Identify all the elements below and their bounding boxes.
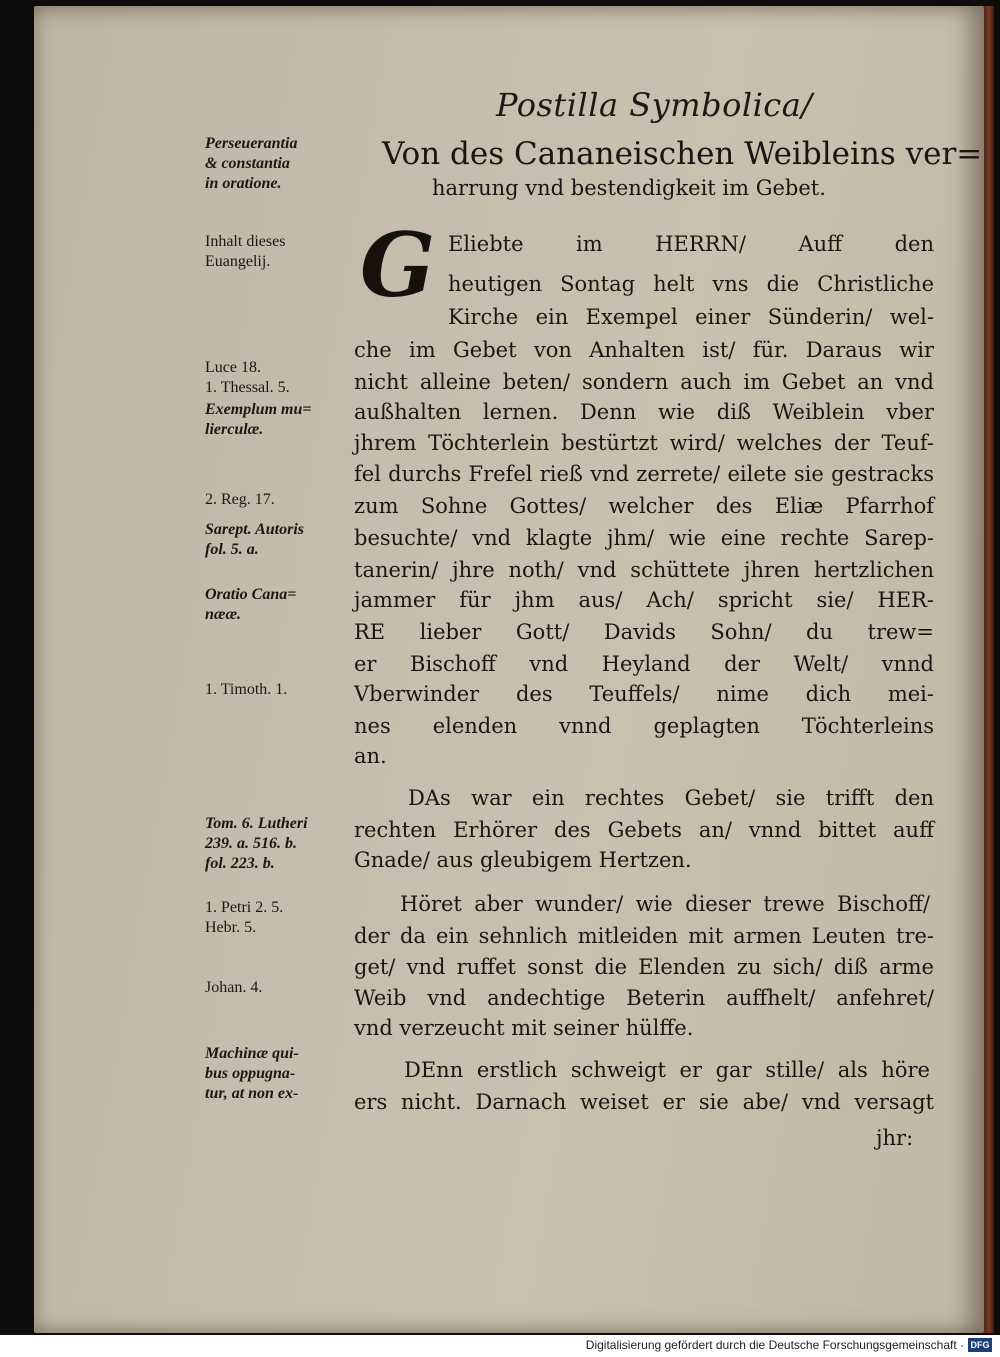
- body-line: jammer für jhm aus/ Ach/ spricht sie/ HER-: [354, 588, 934, 612]
- marginal-line: Euangelij.: [205, 253, 271, 270]
- marginal-line: Perseuerantia: [205, 135, 298, 152]
- marginal-note: [205, 1044, 350, 1104]
- marginal-line: fol. 5. a.: [205, 541, 259, 558]
- body-line: besuchte/ vnd klagte jhm/ wie eine rechte Sarep-: [354, 526, 934, 550]
- marginal-line: nææ.: [205, 606, 242, 623]
- marginal-note: [205, 814, 350, 874]
- catchword: jhr:: [876, 1126, 914, 1150]
- marginal-note: [205, 585, 350, 625]
- body-line: an.: [354, 744, 387, 768]
- marginal-note: [205, 134, 350, 194]
- running-header: Postilla Symbolica/: [496, 86, 813, 124]
- marginal-note: [205, 232, 350, 272]
- marginal-note: [205, 898, 350, 938]
- marginal-line: lierculæ.: [205, 421, 264, 438]
- marginal-line: & constantia: [205, 155, 290, 172]
- body-line: heutigen Sontag helt vns die Christliche: [448, 272, 934, 296]
- chapter-title-line-2: harrung vnd bestendigkeit im Gebet.: [432, 176, 826, 200]
- marginal-line: Hebr. 5.: [205, 919, 257, 936]
- marginal-line: Johan. 4.: [205, 979, 263, 996]
- marginal-line: Tom. 6. Lutheri: [205, 815, 308, 832]
- marginal-line: fol. 223. b.: [205, 855, 275, 872]
- body-line: RE lieber Gott/ Davids Sohn/ du trew=: [354, 620, 934, 644]
- marginal-line: Machinæ qui-: [205, 1045, 299, 1062]
- marginal-note: [205, 680, 350, 700]
- drop-cap: G: [360, 213, 436, 317]
- marginal-line: Inhalt dieses: [205, 233, 286, 250]
- marginal-line: Sarept. Autoris: [205, 521, 304, 538]
- body-line: jhrem Töchterlein bestürtzt wird/ welches der Teuf-: [354, 431, 934, 455]
- body-line: Kirche ein Exempel einer Sünderin/ wel-: [448, 305, 934, 329]
- body-line: che im Gebet von Anhalten ist/ für. Daraus wir: [354, 338, 934, 362]
- marginal-line: 239. a. 516. b.: [205, 835, 297, 852]
- dfg-logo: DFG: [968, 1338, 992, 1352]
- body-line: Gnade/ aus gleubigem Hertzen.: [354, 848, 692, 872]
- marginal-line: 1. Thessal. 5.: [205, 379, 290, 396]
- body-line: DEnn erstlich schweigt er gar stille/ als höre: [404, 1058, 930, 1082]
- body-line: tanerin/ jhre noth/ vnd schüttete jhren hertzlichen: [354, 558, 934, 582]
- marginal-note: [205, 358, 350, 398]
- marginal-note: [205, 520, 350, 560]
- body-line: zum Sohne Gottes/ welcher des Eliæ Pfarrhof: [354, 494, 934, 518]
- body-line: Eliebte im HERRN/ Auff den: [448, 232, 934, 256]
- marginal-note: [205, 400, 350, 440]
- body-line: er Bischoff vnd Heyland der Welt/ vnnd: [354, 652, 934, 676]
- body-line: DAs war ein rechtes Gebet/ sie trifft den: [408, 786, 934, 810]
- body-line: Höret aber wunder/ wie dieser trewe Bischoff/: [400, 892, 930, 916]
- marginal-line: in oratione.: [205, 175, 282, 192]
- body-line: fel durchs Frefel rieß vnd zerrete/ eilete sie gestracks: [354, 462, 934, 486]
- marginal-line: tur, at non ex-: [205, 1085, 299, 1102]
- body-line: Weib vnd andechtige Beterin auffhelt/ anfehret/: [354, 986, 934, 1010]
- body-line: get/ vnd ruffet sonst die Elenden zu sich/ diß arme: [354, 955, 934, 979]
- marginal-line: 2. Reg. 17.: [205, 491, 275, 508]
- marginal-line: Exemplum mu=: [205, 401, 312, 418]
- body-line: der da ein sehnlich mitleiden mit armen Leuten tre-: [354, 924, 934, 948]
- body-line: nes elenden vnnd geplagten Töchterleins: [354, 714, 934, 738]
- body-line: nicht alleine beten/ sondern auch im Gebet an vnd: [354, 370, 934, 394]
- marginal-line: 1. Petri 2. 5.: [205, 899, 284, 916]
- marginal-line: Luce 18.: [205, 359, 261, 376]
- body-line: vnd verzeucht mit seiner hülffe.: [354, 1016, 694, 1040]
- body-line: Vberwinder des Teuffels/ nime dich mei-: [354, 682, 934, 706]
- marginal-line: 1. Timoth. 1.: [205, 681, 288, 698]
- body-line: außhalten lernen. Denn wie diß Weiblein vber: [354, 400, 934, 424]
- footer-credit: Digitalisierung gefördert durch die Deutsche Forschungsgemeinschaft ·: [585, 1338, 964, 1352]
- marginal-line: bus oppugna-: [205, 1065, 296, 1082]
- page-edge: [984, 6, 994, 1333]
- marginal-line: Oratio Cana=: [205, 586, 297, 603]
- body-line: ers nicht. Darnach weiset er sie abe/ vnd versagt: [354, 1090, 934, 1114]
- marginal-note: [205, 978, 350, 998]
- marginal-note: [205, 490, 350, 510]
- body-line: rechten Erhörer des Gebets an/ vnnd bittet auff: [354, 818, 934, 842]
- chapter-title-line-1: Von des Cananeischen Weibleins ver=: [382, 136, 983, 172]
